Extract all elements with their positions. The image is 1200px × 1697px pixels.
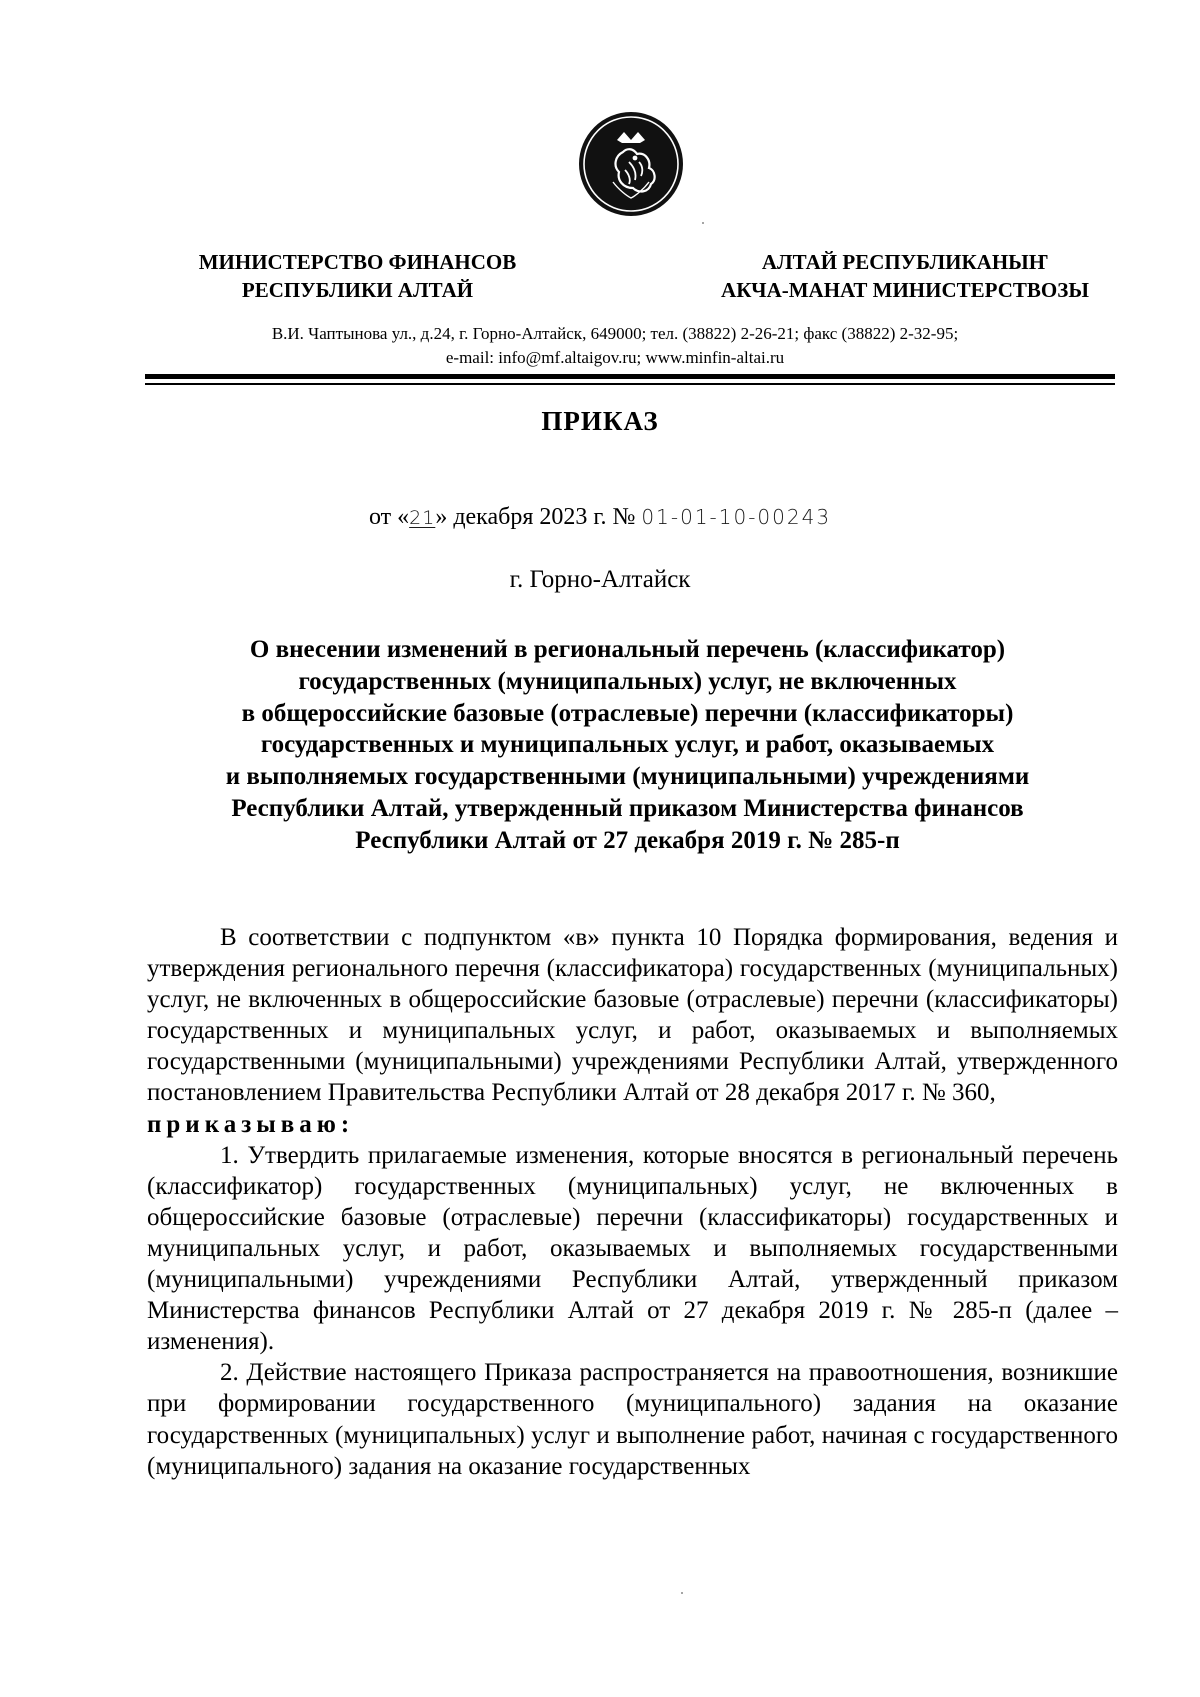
title-line: Республики Алтай, утвержденный приказом Министерства финансов <box>231 794 1024 822</box>
title-line: О внесении изменений в региональный перечень (классификатор) <box>249 636 1006 663</box>
contact-email-web-line: e-mail: info@mf.altaigov.ru; www.minfin-altai.ru <box>445 348 785 367</box>
document-title <box>140 634 1115 857</box>
organization-name-altai-line: АЛТАЙ РЕСПУБЛИКАНЫҤ <box>761 250 1049 274</box>
organization-name-ru-line: МИНИСТЕРСТВО ФИНАНСОВ <box>198 250 517 274</box>
document-type: ПРИКАЗ <box>541 406 659 436</box>
title-line: государственных (муниципальных) услуг, не включенных <box>298 667 957 695</box>
title-line: и выполняемых государственными (муниципальными) учреждениями <box>225 763 1030 791</box>
document-body <box>147 922 1118 1482</box>
document-date-number <box>0 504 1200 531</box>
organization-name-altai <box>700 248 1110 304</box>
order-word: приказываю: <box>147 1110 355 1138</box>
document-city: г. Горно-Алтайск <box>509 566 691 593</box>
organization-name-ru-line: РЕСПУБЛИКИ АЛТАЙ <box>241 278 474 302</box>
handwritten-document-number: 01-01-10-00243 <box>641 505 832 529</box>
preamble-paragraph <box>147 922 1118 1109</box>
title-line: Республики Алтай от 27 декабря 2019 г. № 285-п <box>355 826 900 854</box>
order-item-2: 2. Действие настоящего Приказа распространяется на правоотношения, возникшие при формировании государственного (муниципального) задания на оказание государственных (муниципальных) услуг и выполнение работ, начиная с государственного (муниципального) задания на оказание государственных <box>147 1359 1118 1480</box>
scan-speck <box>681 1592 683 1594</box>
altai-republic-emblem-icon <box>577 110 685 218</box>
contact-address <box>150 322 1080 370</box>
preamble-text: В соответствии с подпунктом «в» пункта 10 Порядка формирования, ведения и утверждения регионального перечня (классификатора) государственных (муниципальных) услуг, не включенных в общероссийские базовые (отраслевые) перечни (классификаторы) государственных и муниципальных услуг, и работ, оказываемых и выполняемых государственными (муниципальными) учреждениями Республики Алтай, утвержденного постановлением Правительства Республики Алтай от 28 декабря 2017 г. № 360, <box>147 924 1118 1107</box>
header-divider-thick <box>145 374 1115 379</box>
handwritten-date-day: 21 <box>409 507 436 529</box>
date-prefix: от « <box>368 504 410 530</box>
organization-name-ru <box>185 248 530 304</box>
title-line: государственных и муниципальных услуг, и работ, оказываемых <box>260 731 995 759</box>
address-line: В.И. Чаптынова ул., д.24, г. Горно-Алтайск, 649000; тел. (38822) 2-26-21; факс (38822) 2-32-95; <box>271 324 959 343</box>
date-suffix: » декабря 2023 г. № <box>435 504 636 530</box>
title-line: в общероссийские базовые (отраслевые) перечни (классификаторы) <box>241 699 1014 727</box>
organization-name-altai-line: АКЧА-МАНАТ МИНИСТЕРСТВОЗЫ <box>721 278 1089 302</box>
order-item-1: 1. Утвердить прилагаемые изменения, которые вносятся в региональный перечень (классификатор) государственных (муниципальных) услуг, не включенных в общероссийские базовые (отраслевые) перечни (классификаторы) государственных и муниципальных услуг, и работ, оказываемых и выполняемых государственными (муниципальными) учреждениями Республики Алтай, утвержденный приказом Министерства финансов Республики Алтай от 27 декабря 2019 г. № 285-п (далее – изменения). <box>147 1141 1118 1356</box>
scan-speck <box>702 222 704 224</box>
header-divider-thin <box>145 383 1115 385</box>
